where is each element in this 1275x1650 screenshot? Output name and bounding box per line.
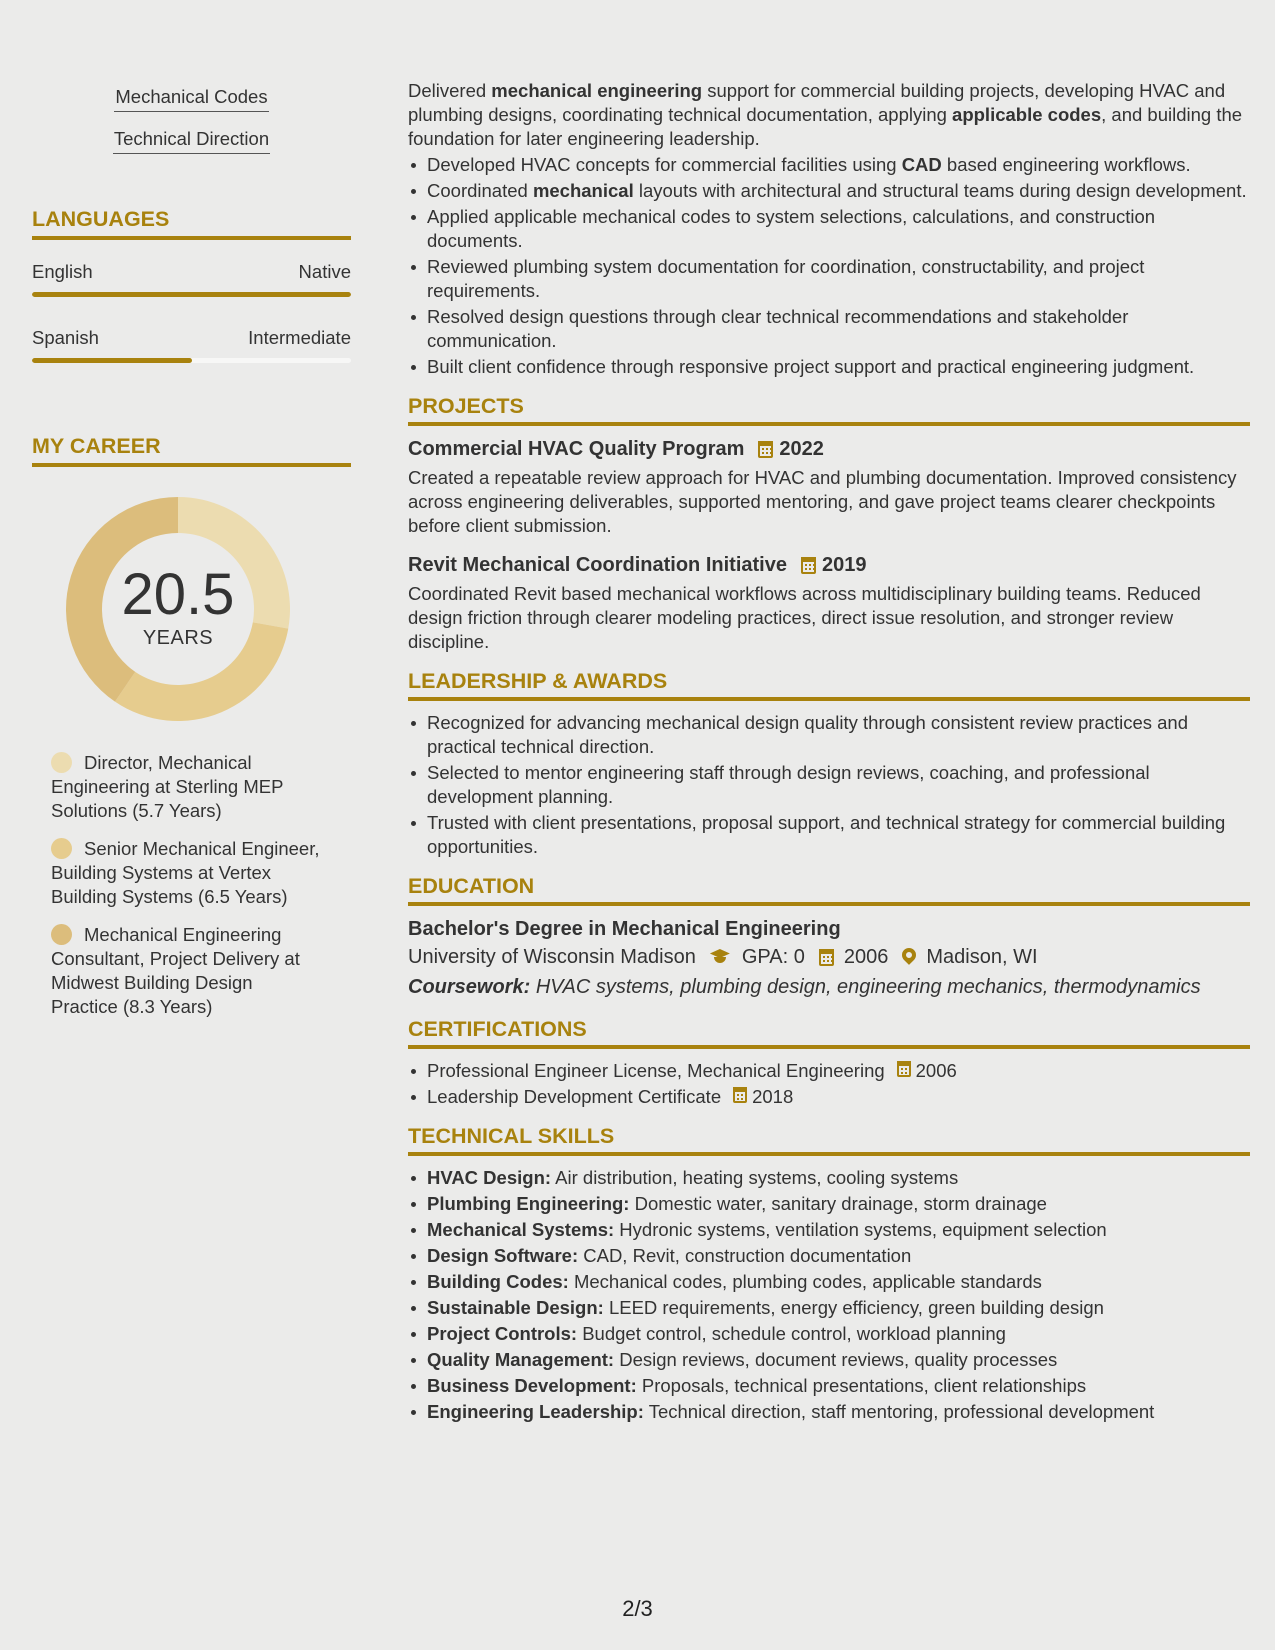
language-level: Intermediate <box>248 327 351 348</box>
career-list <box>32 751 322 1019</box>
calendar-icon <box>819 949 834 966</box>
list-item <box>427 1348 1250 1372</box>
language-row <box>32 261 351 297</box>
text-segment: Delivered <box>408 80 492 101</box>
skill-value: Proposals, technical presentations, client relationships <box>641 1375 1087 1396</box>
projects-section <box>408 393 1250 654</box>
certification-name: Professional Engineer License, Mechanical Engineering <box>427 1060 885 1081</box>
skill-value: Hydronic systems, ventilation systems, equipment selection <box>619 1219 1107 1240</box>
project-title: Commercial HVAC Quality Program <box>408 438 745 460</box>
list-item <box>427 179 1250 203</box>
list-item <box>427 355 1250 379</box>
map-pin-icon <box>899 945 919 965</box>
emphasis-text: applicable codes <box>952 104 1102 125</box>
skill-value: LEED requirements, energy efficiency, green building design <box>608 1297 1104 1318</box>
list-item: Selected to mentor engineering staff through design reviews, coaching, and professional development planning. <box>427 761 1250 809</box>
text-segment: Applied applicable mechanical codes to system selections, calculations, and construction documents. <box>427 206 1156 251</box>
list-item <box>427 153 1250 177</box>
main-content <box>408 79 1250 1424</box>
skill-value: Mechanical codes, plumbing codes, applicable standards <box>573 1271 1042 1292</box>
project-year: 2019 <box>821 554 867 576</box>
graduation-year: 2006 <box>843 946 889 968</box>
skill-value: Domestic water, sanitary drainage, storm drainage <box>634 1193 1047 1214</box>
calendar-icon <box>758 441 773 458</box>
text-segment: based engineering workflows. <box>941 154 1191 175</box>
text-segment: layouts with architectural and structural teams during design development. <box>633 180 1247 201</box>
calendar-icon <box>897 1061 911 1077</box>
legend-dot-icon <box>51 838 72 859</box>
calendar-icon <box>733 1087 747 1103</box>
list-item <box>427 1296 1250 1320</box>
language-bar-fill <box>32 358 192 363</box>
career-item <box>51 751 322 823</box>
skill-label: HVAC Design: <box>427 1167 552 1188</box>
project-description: Created a repeatable review approach for HVAC and plumbing documentation. Improved consistency across engineering deliverables, supported mentoring, and gave project teams clearer checkpoints before client submission. <box>408 467 1237 536</box>
list-item: Trusted with client presentations, proposal support, and technical strategy for commercial building opportunities. <box>427 811 1250 859</box>
text-segment: Built client confidence through responsive project support and practical engineering judgment. <box>427 356 1195 377</box>
coursework <box>408 972 1250 1002</box>
career-item <box>51 923 322 1019</box>
certifications-heading: CERTIFICATIONS <box>408 1016 1250 1049</box>
skills-heading: TECHNICAL SKILLS <box>408 1123 1250 1156</box>
certification-year: 2006 <box>915 1060 957 1081</box>
emphasis-text: mechanical <box>532 180 634 201</box>
experience-bullets <box>408 153 1250 379</box>
skill-label: Engineering Leadership: <box>427 1401 644 1422</box>
education-heading: EDUCATION <box>408 873 1250 906</box>
project-item <box>408 552 1250 654</box>
career-heading: MY CAREER <box>32 433 351 467</box>
skill-label: Mechanical Systems: <box>427 1219 615 1240</box>
text-segment: Reviewed plumbing system documentation for coordination, constructability, and project requirements. <box>427 256 1145 301</box>
skill-label: Sustainable Design: <box>427 1297 604 1318</box>
sidebar <box>32 86 351 1033</box>
project-item <box>408 436 1250 538</box>
skill-value: Budget control, schedule control, workload planning <box>582 1323 1006 1344</box>
skill-label: Quality Management: <box>427 1349 615 1370</box>
text-segment: Resolved design questions through clear technical recommendations and stakeholder communication. <box>427 306 1129 351</box>
education-details <box>408 942 1250 972</box>
emphasis-text: CAD <box>901 154 942 175</box>
certifications-section <box>408 1016 1250 1109</box>
gpa: GPA: 0 <box>741 946 805 968</box>
text-segment: , and building the foundation for later engineering leadership. <box>408 104 1243 149</box>
list-item <box>427 1400 1250 1424</box>
skill-value: Design reviews, document reviews, quality processes <box>619 1349 1058 1370</box>
skills-list <box>408 1166 1250 1424</box>
career-item-text: Director, Mechanical Engineering at Sterling MEP Solutions (5.7 Years) <box>51 752 284 821</box>
list-item <box>427 1085 1250 1109</box>
list-item <box>427 1374 1250 1398</box>
language-row <box>32 327 351 363</box>
list-item <box>427 1322 1250 1346</box>
text-segment: Developed HVAC concepts for commercial facilities using <box>427 154 902 175</box>
list-item <box>427 1270 1250 1294</box>
language-level: Native <box>298 261 351 282</box>
degree-title: Bachelor's Degree in Mechanical Engineering <box>408 918 841 940</box>
certification-year: 2018 <box>752 1086 794 1107</box>
skill-tag: Technical Direction <box>113 128 270 154</box>
skill-label: Project Controls: <box>427 1323 578 1344</box>
emphasis-text: mechanical engineering <box>491 80 703 101</box>
skill-tags <box>32 86 351 170</box>
certifications-list <box>408 1059 1250 1109</box>
school-location: Madison, WI <box>926 946 1038 968</box>
text-segment: support for commercial building projects, developing HVAC and plumbing designs, coordinating technical documentation, applying <box>408 80 1226 125</box>
graduation-cap-icon <box>708 949 732 965</box>
list-item <box>427 1166 1250 1190</box>
education-section <box>408 873 1250 1002</box>
skill-label: Design Software: <box>427 1245 579 1266</box>
skill-value: Air distribution, heating systems, cooling systems <box>555 1167 959 1188</box>
language-bar <box>32 292 351 297</box>
coursework-text: HVAC systems, plumbing design, engineering mechanics, thermodynamics <box>535 976 1201 998</box>
page-number: 2/3 <box>622 1596 653 1621</box>
skill-label: Plumbing Engineering: <box>427 1193 630 1214</box>
coursework-label: Coursework: <box>408 976 531 998</box>
career-total-years: 20.5 <box>121 562 235 627</box>
leadership-section <box>408 668 1250 859</box>
list-item: Recognized for advancing mechanical design quality through consistent review practices and practical technical direction. <box>427 711 1250 759</box>
list-item <box>427 205 1250 253</box>
list-item <box>427 1244 1250 1268</box>
list-item <box>427 1218 1250 1242</box>
legend-dot-icon <box>51 752 72 773</box>
leadership-heading: LEADERSHIP & AWARDS <box>408 668 1250 701</box>
certification-name: Leadership Development Certificate <box>427 1086 722 1107</box>
languages-heading: LANGUAGES <box>32 206 351 240</box>
school-name: University of Wisconsin Madison <box>408 946 696 968</box>
language-name: English <box>32 261 93 282</box>
experience-summary <box>408 79 1250 151</box>
project-title: Revit Mechanical Coordination Initiative <box>408 554 787 576</box>
skill-tag: Mechanical Codes <box>114 86 268 112</box>
skills-section <box>408 1123 1250 1424</box>
donut-center <box>66 497 290 721</box>
career-item-text: Senior Mechanical Engineer, Building Systems at Vertex Building Systems (6.5 Years) <box>51 838 320 907</box>
project-year: 2022 <box>779 438 824 460</box>
list-item <box>427 1192 1250 1216</box>
career-years-label: YEARS <box>142 627 214 649</box>
skill-value: Technical direction, staff mentoring, professional development <box>648 1401 1155 1422</box>
language-bar <box>32 358 351 363</box>
career-item <box>51 837 322 909</box>
career-donut-chart <box>32 497 351 737</box>
language-bar-fill <box>32 292 351 297</box>
skill-label: Business Development: <box>427 1375 637 1396</box>
list-item <box>427 255 1250 303</box>
text-segment: Coordinated <box>427 180 533 201</box>
list-item <box>427 1059 1250 1083</box>
skill-value: CAD, Revit, construction documentation <box>583 1245 912 1266</box>
skill-label: Building Codes: <box>427 1271 569 1292</box>
projects-heading: PROJECTS <box>408 393 1250 426</box>
language-name: Spanish <box>32 327 99 348</box>
calendar-icon <box>801 557 816 574</box>
project-description: Coordinated Revit based mechanical workflows across multidisciplinary building teams. Reduced design friction through clearer modeling practices, direct issue resolution, and stronger review discipline. <box>408 583 1201 652</box>
career-item-text: Mechanical Engineering Consultant, Project Delivery at Midwest Building Design Practice (8.3 Years) <box>51 924 300 1017</box>
legend-dot-icon <box>51 924 72 945</box>
leadership-list <box>408 711 1250 859</box>
list-item <box>427 305 1250 353</box>
